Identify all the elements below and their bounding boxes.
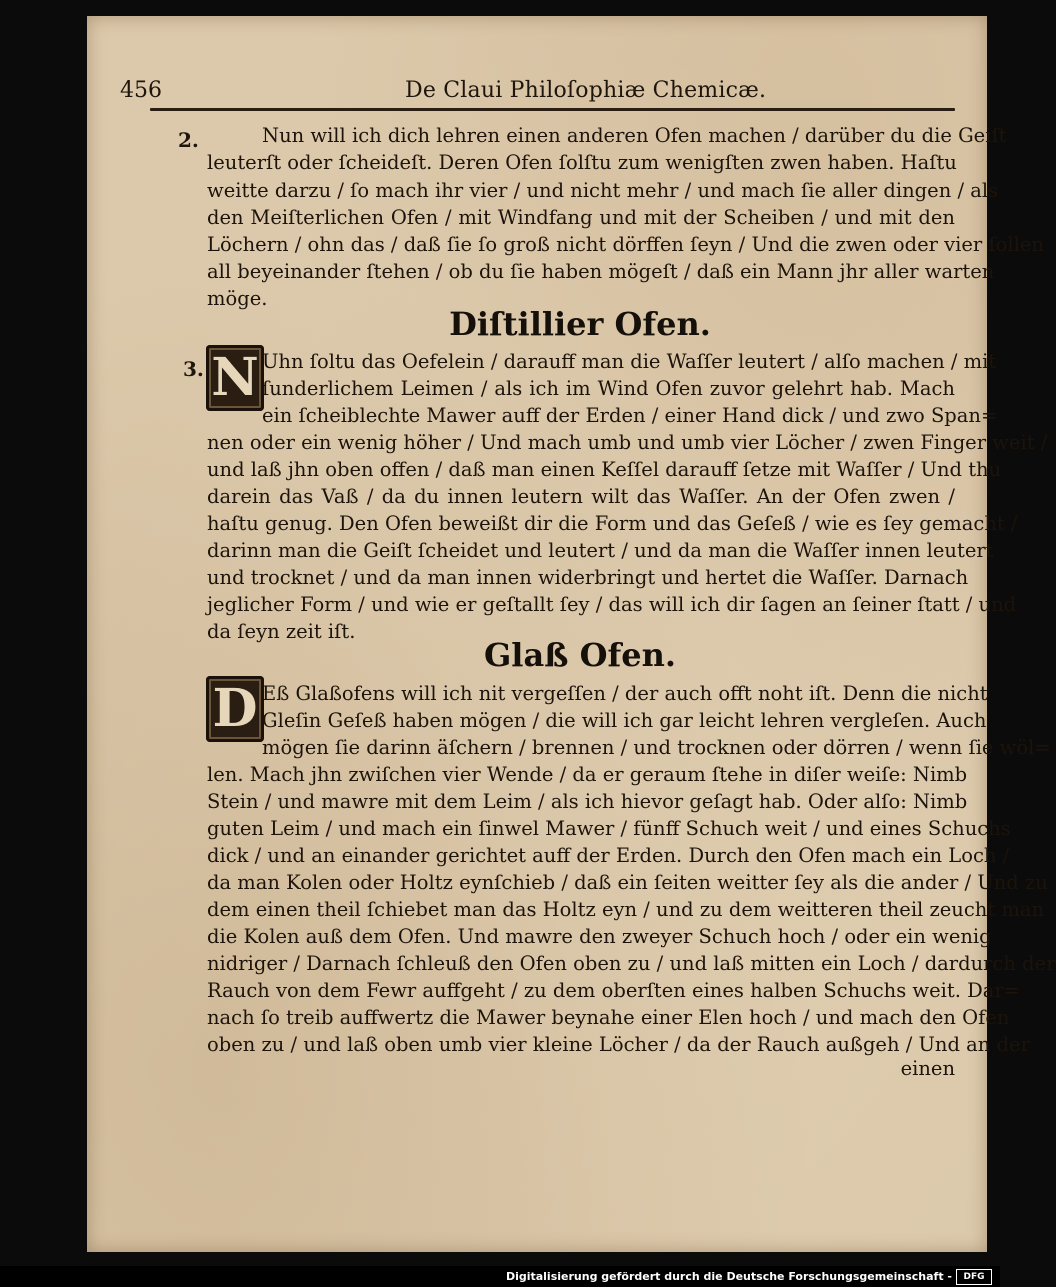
paragraph-number-2: 2. [178,128,199,152]
text-line: und trocknet / und da man innen widerbringt und hertet die Waſſer. Darnach [207,566,969,589]
section-heading-glass-ofen: Glaß Ofen. [483,636,677,674]
text-line: Nun will ich dich lehren einen anderen Ofen machen / darüber du die Geiſt [262,124,1007,147]
text-line: all beyeinander ſtehen / ob du ſie haben mögeſt / daß ein Mann jhr aller warten [207,260,995,283]
text-line: len. Mach jhn zwiſchen vier Wende / da er geraum ſtehe in diſer weiſe: Nimb [207,763,968,786]
text-line: den Meiſterlichen Ofen / mit Windfang und mit der Scheiben / und mit den [207,206,955,229]
text-line: und laß jhn oben offen / daß man einen Keſſel darauff ſetze mit Waſſer / Und thu [207,458,1002,481]
text-line: Stein / und mawre mit dem Leim / als ich hievor geſagt hab. Oder alſo: Nimb [207,790,968,813]
text-line: darein das Vaß / da du innen leutern wilt das Waſſer. An der Ofen zwen / [207,485,955,508]
text-line: nidriger / Darnach ſchleuß den Ofen oben zu / und laß mitten ein Loch / dardurch der [207,952,1056,975]
text-line: haſtu genug. Den Ofen beweißt dir die Form und das Geſeß / wie es ſey gemacht / [207,512,1018,535]
text-line: dick / und an einander gerichtet auff der Erden. Durch den Ofen mach ein Loch / [207,844,1010,867]
page-number: 456 [120,78,162,103]
text-line: dem einen theil ſchiebet man das Holtz eyn / und zu dem weitteren theil zeucht man [207,898,1045,921]
text-line: ein ſcheiblechte Mawer auff der Erden / einer Hand dick / und zwo Span= [262,404,998,427]
text-line: Eß Glaßofens will ich nit vergeſſen / der auch offt noht iſt. Denn die nicht [262,682,988,705]
catchword: einen [900,1057,955,1080]
text-line: da ſeyn zeit iſt. [207,620,356,643]
running-title: De Claui Philoſophiæ Chemicæ. [405,78,767,103]
decorated-initial-n: N [206,345,264,411]
text-line: weitte darzu / ſo mach ihr vier / und nicht mehr / und mach ſie aller dingen / als [207,179,999,202]
text-line: da man Kolen oder Holtz eynſchieb / daß ein ſeiten weitter ſey als die ander / Und zu [207,871,1048,894]
text-line: nen oder ein wenig höher / Und mach umb und umb vier Löcher / zwen Finger weit / [207,431,1048,454]
text-line: ſunderlichem Leimen / als ich im Wind Ofen zuvor gelehrt hab. Mach [262,377,955,400]
text-line: jeglicher Form / und wie er geſtallt ſey / das will ich dir ſagen an ſeiner ſtatt / und [207,593,1017,616]
text-line: Uhn ſoltu das Oefelein / darauff man die Waſſer leutert / alſo machen / mit [262,350,997,373]
text-line: nach ſo treib auffwertz die Mawer beynahe einer Elen hoch / und mach den Ofen [207,1006,1010,1029]
dfg-logo: DFG [956,1269,992,1285]
text-line: oben zu / und laß oben umb vier kleine Löcher / da der Rauch außgeh / Und an der [207,1033,1030,1056]
text-line: Gleſin Geſeß haben mögen / die will ich gar leicht lehren vergleſen. Auch [262,709,987,732]
text-line: guten Leim / und mach ein ſinwel Mawer / fünff Schuch weit / und eines Schuchs [207,817,1011,840]
text-line: Löchern / ohn das / daß ſie ſo groß nicht dörffen ſeyn / Und die zwen oder vier ſollen [207,233,1044,256]
text-line: mögen ſie darinn äſchern / brennen / und trocknen oder dörren / wenn ſie wöl= [262,736,1051,759]
page-header [120,78,960,108]
section-heading-distillier-ofen: Diſtillier Ofen. [449,305,711,343]
text-line: darinn man die Geiſt ſcheidet und leutert / und da man die Waſſer innen leutert [207,539,994,562]
paragraph-number-3: 3. [183,357,204,381]
decorated-initial-d: D [206,676,264,742]
text-line: leuterſt oder ſcheideſt. Deren Ofen ſolſtu zum wenigſten zwen haben. Haſtu [207,151,957,174]
funding-notice: Digitalisierung gefördert durch die Deutsche Forschungsgemeinschaft - [505,1270,952,1283]
text-line: die Kolen auß dem Ofen. Und mawre den zweyer Schuch hoch / oder ein wenig [207,925,992,948]
text-line: möge. [207,287,268,310]
text-line: Rauch von dem Fewr auffgeht / zu dem oberſten eines halben Schuchs weit. Dar= [207,979,1021,1002]
header-rule [150,108,955,111]
